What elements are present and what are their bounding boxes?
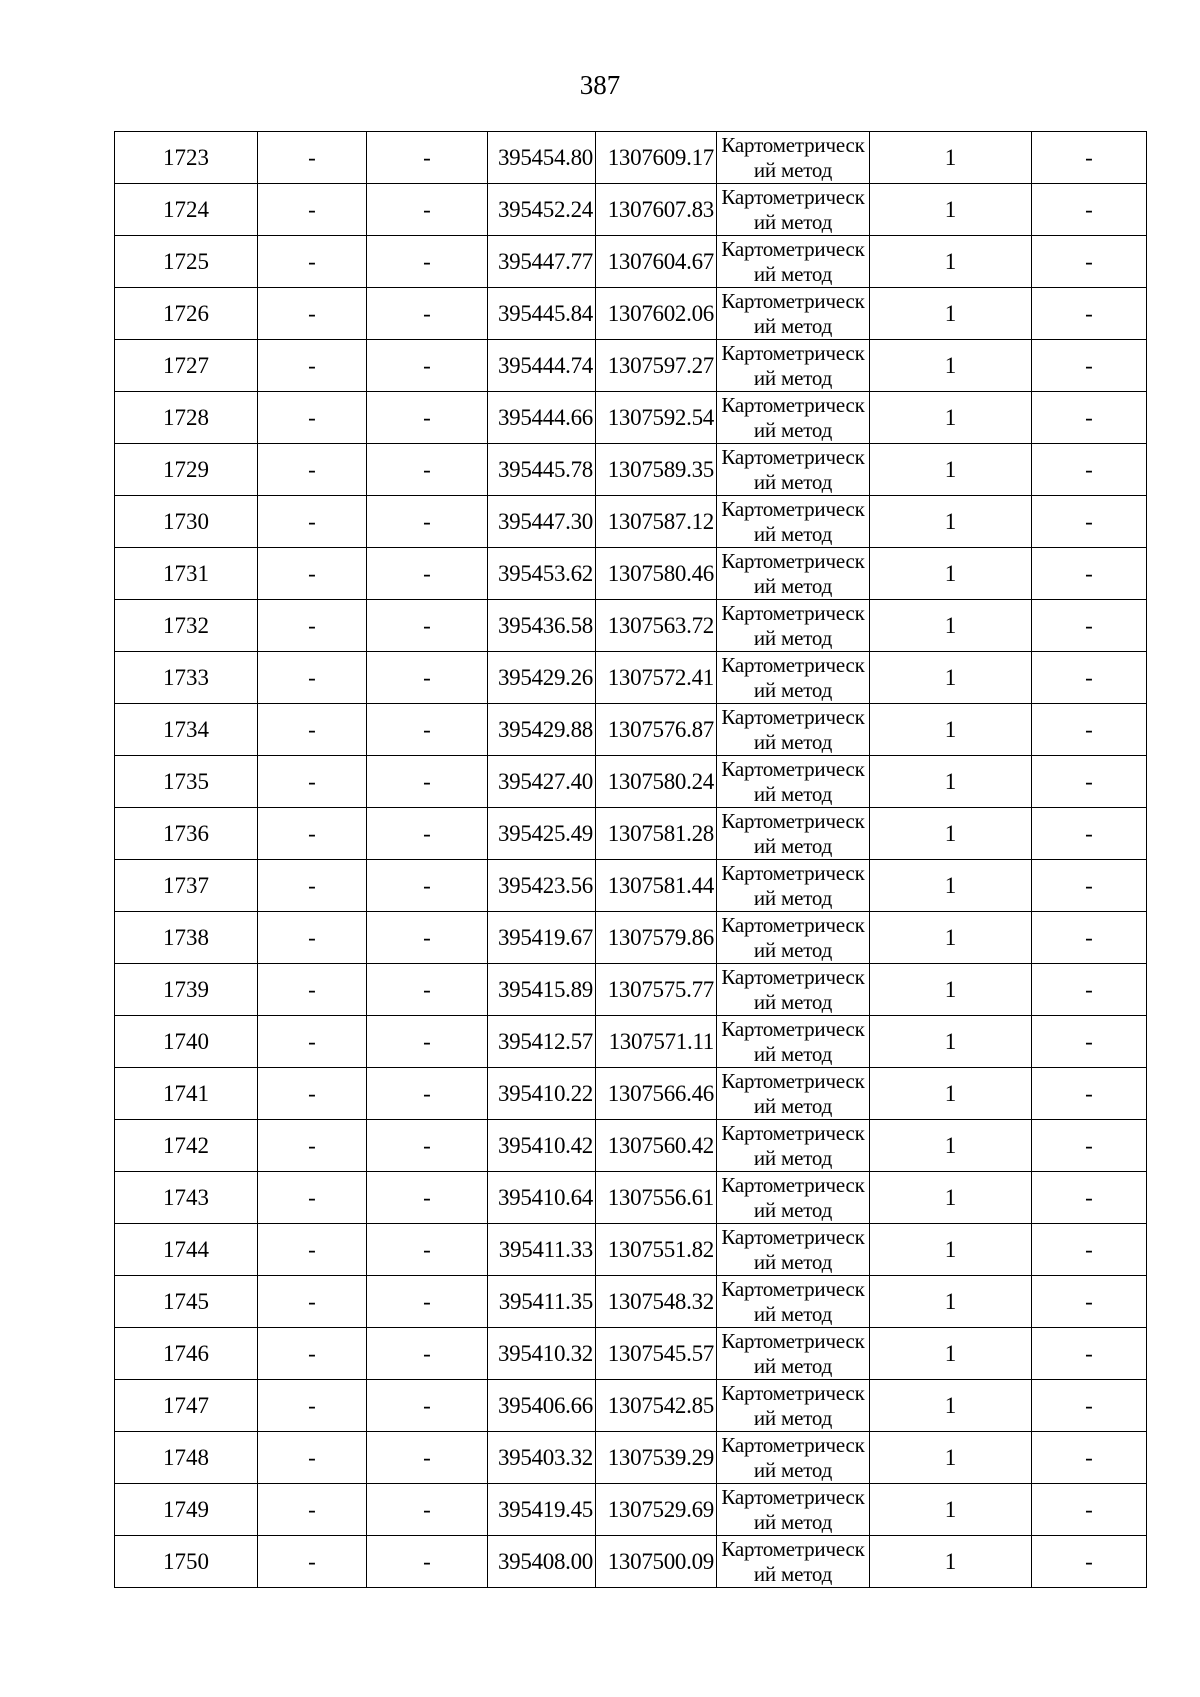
point-number-cell: 1749	[115, 1484, 258, 1536]
table-row	[115, 1328, 1147, 1380]
accuracy-cell: 1	[870, 184, 1032, 236]
point-number-cell: 1728	[115, 392, 258, 444]
y-coordinate-cell: 1307602.06	[596, 288, 717, 340]
y-coordinate-cell: 1307563.72	[596, 600, 717, 652]
point-number-cell: 1733	[115, 652, 258, 704]
empty-dash-cell: -	[367, 444, 488, 496]
x-coordinate-cell: 395410.22	[488, 1068, 596, 1120]
note-cell: -	[1032, 652, 1147, 704]
y-coordinate-cell: 1307545.57	[596, 1328, 717, 1380]
method-cell: Картометрический метод	[717, 392, 870, 444]
table-row	[115, 860, 1147, 912]
accuracy-cell: 1	[870, 704, 1032, 756]
table-row	[115, 704, 1147, 756]
method-cell: Картометрический метод	[717, 496, 870, 548]
point-number-cell: 1750	[115, 1536, 258, 1588]
y-coordinate-cell: 1307609.17	[596, 132, 717, 184]
x-coordinate-cell: 395410.42	[488, 1120, 596, 1172]
table-row	[115, 1016, 1147, 1068]
empty-dash-cell: -	[258, 444, 367, 496]
point-number-cell: 1723	[115, 132, 258, 184]
empty-dash-cell: -	[258, 704, 367, 756]
empty-dash-cell: -	[258, 1068, 367, 1120]
empty-dash-cell: -	[258, 860, 367, 912]
x-coordinate-cell: 395447.77	[488, 236, 596, 288]
empty-dash-cell: -	[258, 132, 367, 184]
note-cell: -	[1032, 1380, 1147, 1432]
empty-dash-cell: -	[367, 392, 488, 444]
accuracy-cell: 1	[870, 1380, 1032, 1432]
table-row	[115, 1536, 1147, 1588]
y-coordinate-cell: 1307576.87	[596, 704, 717, 756]
method-cell: Картометрический метод	[717, 1484, 870, 1536]
accuracy-cell: 1	[870, 288, 1032, 340]
table-row	[115, 288, 1147, 340]
empty-dash-cell: -	[367, 184, 488, 236]
method-cell: Картометрический метод	[717, 808, 870, 860]
y-coordinate-cell: 1307572.41	[596, 652, 717, 704]
empty-dash-cell: -	[367, 340, 488, 392]
y-coordinate-cell: 1307548.32	[596, 1276, 717, 1328]
point-number-cell: 1730	[115, 496, 258, 548]
note-cell: -	[1032, 704, 1147, 756]
method-cell: Картометрический метод	[717, 1120, 870, 1172]
empty-dash-cell: -	[367, 1172, 488, 1224]
empty-dash-cell: -	[258, 1536, 367, 1588]
table-row	[115, 1380, 1147, 1432]
x-coordinate-cell: 395410.64	[488, 1172, 596, 1224]
page-number: 387	[579, 70, 621, 100]
empty-dash-cell: -	[258, 1484, 367, 1536]
point-number-cell: 1744	[115, 1224, 258, 1276]
point-number-cell: 1726	[115, 288, 258, 340]
method-cell: Картометрический метод	[717, 600, 870, 652]
note-cell: -	[1032, 340, 1147, 392]
empty-dash-cell: -	[258, 1432, 367, 1484]
accuracy-cell: 1	[870, 1172, 1032, 1224]
accuracy-cell: 1	[870, 1276, 1032, 1328]
method-cell: Картометрический метод	[717, 912, 870, 964]
empty-dash-cell: -	[367, 496, 488, 548]
y-coordinate-cell: 1307542.85	[596, 1380, 717, 1432]
table-row	[115, 548, 1147, 600]
note-cell: -	[1032, 236, 1147, 288]
empty-dash-cell: -	[258, 964, 367, 1016]
empty-dash-cell: -	[367, 1016, 488, 1068]
point-number-cell: 1729	[115, 444, 258, 496]
accuracy-cell: 1	[870, 860, 1032, 912]
empty-dash-cell: -	[367, 236, 488, 288]
empty-dash-cell: -	[258, 652, 367, 704]
y-coordinate-cell: 1307575.77	[596, 964, 717, 1016]
table-row	[115, 756, 1147, 808]
point-number-cell: 1742	[115, 1120, 258, 1172]
note-cell: -	[1032, 600, 1147, 652]
empty-dash-cell: -	[367, 548, 488, 600]
point-number-cell: 1735	[115, 756, 258, 808]
y-coordinate-cell: 1307579.86	[596, 912, 717, 964]
note-cell: -	[1032, 1068, 1147, 1120]
x-coordinate-cell: 395444.74	[488, 340, 596, 392]
method-cell: Картометрический метод	[717, 1328, 870, 1380]
note-cell: -	[1032, 1276, 1147, 1328]
note-cell: -	[1032, 912, 1147, 964]
y-coordinate-cell: 1307592.54	[596, 392, 717, 444]
note-cell: -	[1032, 756, 1147, 808]
note-cell: -	[1032, 496, 1147, 548]
method-cell: Картометрический метод	[717, 704, 870, 756]
y-coordinate-cell: 1307587.12	[596, 496, 717, 548]
x-coordinate-cell: 395452.24	[488, 184, 596, 236]
point-number-cell: 1736	[115, 808, 258, 860]
y-coordinate-cell: 1307560.42	[596, 1120, 717, 1172]
y-coordinate-cell: 1307571.11	[596, 1016, 717, 1068]
empty-dash-cell: -	[367, 860, 488, 912]
note-cell: -	[1032, 548, 1147, 600]
point-number-cell: 1741	[115, 1068, 258, 1120]
x-coordinate-cell: 395445.78	[488, 444, 596, 496]
method-cell: Картометрический метод	[717, 964, 870, 1016]
x-coordinate-cell: 395410.32	[488, 1328, 596, 1380]
point-number-cell: 1734	[115, 704, 258, 756]
accuracy-cell: 1	[870, 912, 1032, 964]
x-coordinate-cell: 395427.40	[488, 756, 596, 808]
method-cell: Картометрический метод	[717, 652, 870, 704]
accuracy-cell: 1	[870, 808, 1032, 860]
table-row	[115, 236, 1147, 288]
x-coordinate-cell: 395423.56	[488, 860, 596, 912]
x-coordinate-cell: 395445.84	[488, 288, 596, 340]
table-row	[115, 1120, 1147, 1172]
x-coordinate-cell: 395415.89	[488, 964, 596, 1016]
point-number-cell: 1743	[115, 1172, 258, 1224]
point-number-cell: 1738	[115, 912, 258, 964]
method-cell: Картометрический метод	[717, 548, 870, 600]
empty-dash-cell: -	[258, 236, 367, 288]
note-cell: -	[1032, 132, 1147, 184]
point-number-cell: 1746	[115, 1328, 258, 1380]
x-coordinate-cell: 395419.67	[488, 912, 596, 964]
empty-dash-cell: -	[258, 912, 367, 964]
accuracy-cell: 1	[870, 132, 1032, 184]
x-coordinate-cell: 395425.49	[488, 808, 596, 860]
y-coordinate-cell: 1307597.27	[596, 340, 717, 392]
note-cell: -	[1032, 1432, 1147, 1484]
empty-dash-cell: -	[367, 808, 488, 860]
x-coordinate-cell: 395411.33	[488, 1224, 596, 1276]
accuracy-cell: 1	[870, 1016, 1032, 1068]
empty-dash-cell: -	[367, 652, 488, 704]
empty-dash-cell: -	[367, 756, 488, 808]
method-cell: Картометрический метод	[717, 1536, 870, 1588]
accuracy-cell: 1	[870, 340, 1032, 392]
empty-dash-cell: -	[258, 1276, 367, 1328]
method-cell: Картометрический метод	[717, 132, 870, 184]
empty-dash-cell: -	[258, 808, 367, 860]
x-coordinate-cell: 395412.57	[488, 1016, 596, 1068]
empty-dash-cell: -	[258, 548, 367, 600]
empty-dash-cell: -	[367, 288, 488, 340]
y-coordinate-cell: 1307589.35	[596, 444, 717, 496]
point-number-cell: 1748	[115, 1432, 258, 1484]
empty-dash-cell: -	[367, 1484, 488, 1536]
table-row	[115, 444, 1147, 496]
accuracy-cell: 1	[870, 444, 1032, 496]
x-coordinate-cell: 395411.35	[488, 1276, 596, 1328]
x-coordinate-cell: 395447.30	[488, 496, 596, 548]
x-coordinate-cell: 395453.62	[488, 548, 596, 600]
point-number-cell: 1745	[115, 1276, 258, 1328]
accuracy-cell: 1	[870, 1224, 1032, 1276]
empty-dash-cell: -	[367, 1120, 488, 1172]
table-row	[115, 132, 1147, 184]
coordinates-table	[114, 131, 1147, 1588]
table-row	[115, 1432, 1147, 1484]
empty-dash-cell: -	[367, 132, 488, 184]
note-cell: -	[1032, 1328, 1147, 1380]
x-coordinate-cell: 395429.88	[488, 704, 596, 756]
table-row	[115, 600, 1147, 652]
y-coordinate-cell: 1307551.82	[596, 1224, 717, 1276]
y-coordinate-cell: 1307500.09	[596, 1536, 717, 1588]
empty-dash-cell: -	[367, 1432, 488, 1484]
empty-dash-cell: -	[258, 1380, 367, 1432]
table-row	[115, 964, 1147, 1016]
method-cell: Картометрический метод	[717, 756, 870, 808]
note-cell: -	[1032, 444, 1147, 496]
accuracy-cell: 1	[870, 548, 1032, 600]
empty-dash-cell: -	[367, 1536, 488, 1588]
accuracy-cell: 1	[870, 964, 1032, 1016]
method-cell: Картометрический метод	[717, 236, 870, 288]
empty-dash-cell: -	[258, 1016, 367, 1068]
x-coordinate-cell: 395444.66	[488, 392, 596, 444]
note-cell: -	[1032, 964, 1147, 1016]
accuracy-cell: 1	[870, 1068, 1032, 1120]
note-cell: -	[1032, 860, 1147, 912]
empty-dash-cell: -	[258, 1172, 367, 1224]
empty-dash-cell: -	[258, 756, 367, 808]
x-coordinate-cell: 395408.00	[488, 1536, 596, 1588]
table-row	[115, 652, 1147, 704]
note-cell: -	[1032, 1016, 1147, 1068]
point-number-cell: 1740	[115, 1016, 258, 1068]
accuracy-cell: 1	[870, 1536, 1032, 1588]
point-number-cell: 1731	[115, 548, 258, 600]
table-row	[115, 1224, 1147, 1276]
x-coordinate-cell: 395406.66	[488, 1380, 596, 1432]
method-cell: Картометрический метод	[717, 860, 870, 912]
note-cell: -	[1032, 184, 1147, 236]
accuracy-cell: 1	[870, 652, 1032, 704]
x-coordinate-cell: 395429.26	[488, 652, 596, 704]
method-cell: Картометрический метод	[717, 1224, 870, 1276]
table-row	[115, 184, 1147, 236]
accuracy-cell: 1	[870, 392, 1032, 444]
note-cell: -	[1032, 1484, 1147, 1536]
point-number-cell: 1732	[115, 600, 258, 652]
table-row	[115, 496, 1147, 548]
method-cell: Картометрический метод	[717, 1172, 870, 1224]
note-cell: -	[1032, 1224, 1147, 1276]
method-cell: Картометрический метод	[717, 444, 870, 496]
y-coordinate-cell: 1307581.28	[596, 808, 717, 860]
table-row	[115, 1276, 1147, 1328]
accuracy-cell: 1	[870, 496, 1032, 548]
table-row	[115, 808, 1147, 860]
empty-dash-cell: -	[258, 288, 367, 340]
empty-dash-cell: -	[258, 1328, 367, 1380]
empty-dash-cell: -	[258, 496, 367, 548]
note-cell: -	[1032, 1172, 1147, 1224]
y-coordinate-cell: 1307556.61	[596, 1172, 717, 1224]
point-number-cell: 1739	[115, 964, 258, 1016]
point-number-cell: 1737	[115, 860, 258, 912]
y-coordinate-cell: 1307539.29	[596, 1432, 717, 1484]
note-cell: -	[1032, 288, 1147, 340]
empty-dash-cell: -	[367, 1380, 488, 1432]
method-cell: Картометрический метод	[717, 288, 870, 340]
y-coordinate-cell: 1307566.46	[596, 1068, 717, 1120]
method-cell: Картометрический метод	[717, 1276, 870, 1328]
empty-dash-cell: -	[258, 1224, 367, 1276]
x-coordinate-cell: 395403.32	[488, 1432, 596, 1484]
table-row	[115, 340, 1147, 392]
method-cell: Картометрический метод	[717, 1068, 870, 1120]
empty-dash-cell: -	[258, 184, 367, 236]
table-row	[115, 392, 1147, 444]
y-coordinate-cell: 1307581.44	[596, 860, 717, 912]
coordinates-table-body	[115, 132, 1147, 1588]
point-number-cell: 1727	[115, 340, 258, 392]
accuracy-cell: 1	[870, 1484, 1032, 1536]
accuracy-cell: 1	[870, 1120, 1032, 1172]
empty-dash-cell: -	[367, 704, 488, 756]
x-coordinate-cell: 395419.45	[488, 1484, 596, 1536]
empty-dash-cell: -	[258, 340, 367, 392]
point-number-cell: 1724	[115, 184, 258, 236]
method-cell: Картометрический метод	[717, 1432, 870, 1484]
method-cell: Картометрический метод	[717, 184, 870, 236]
table-row	[115, 1068, 1147, 1120]
note-cell: -	[1032, 392, 1147, 444]
method-cell: Картометрический метод	[717, 1016, 870, 1068]
accuracy-cell: 1	[870, 756, 1032, 808]
empty-dash-cell: -	[367, 1328, 488, 1380]
empty-dash-cell: -	[258, 392, 367, 444]
empty-dash-cell: -	[367, 600, 488, 652]
empty-dash-cell: -	[258, 600, 367, 652]
x-coordinate-cell: 395454.80	[488, 132, 596, 184]
empty-dash-cell: -	[367, 1276, 488, 1328]
empty-dash-cell: -	[367, 1068, 488, 1120]
y-coordinate-cell: 1307604.67	[596, 236, 717, 288]
point-number-cell: 1725	[115, 236, 258, 288]
accuracy-cell: 1	[870, 600, 1032, 652]
accuracy-cell: 1	[870, 236, 1032, 288]
note-cell: -	[1032, 808, 1147, 860]
table-row	[115, 912, 1147, 964]
note-cell: -	[1032, 1120, 1147, 1172]
y-coordinate-cell: 1307607.83	[596, 184, 717, 236]
y-coordinate-cell: 1307529.69	[596, 1484, 717, 1536]
method-cell: Картометрический метод	[717, 340, 870, 392]
accuracy-cell: 1	[870, 1432, 1032, 1484]
y-coordinate-cell: 1307580.46	[596, 548, 717, 600]
point-number-cell: 1747	[115, 1380, 258, 1432]
empty-dash-cell: -	[367, 912, 488, 964]
table-row	[115, 1172, 1147, 1224]
method-cell: Картометрический метод	[717, 1380, 870, 1432]
y-coordinate-cell: 1307580.24	[596, 756, 717, 808]
note-cell: -	[1032, 1536, 1147, 1588]
table-row	[115, 1484, 1147, 1536]
accuracy-cell: 1	[870, 1328, 1032, 1380]
x-coordinate-cell: 395436.58	[488, 600, 596, 652]
empty-dash-cell: -	[367, 964, 488, 1016]
empty-dash-cell: -	[367, 1224, 488, 1276]
empty-dash-cell: -	[258, 1120, 367, 1172]
